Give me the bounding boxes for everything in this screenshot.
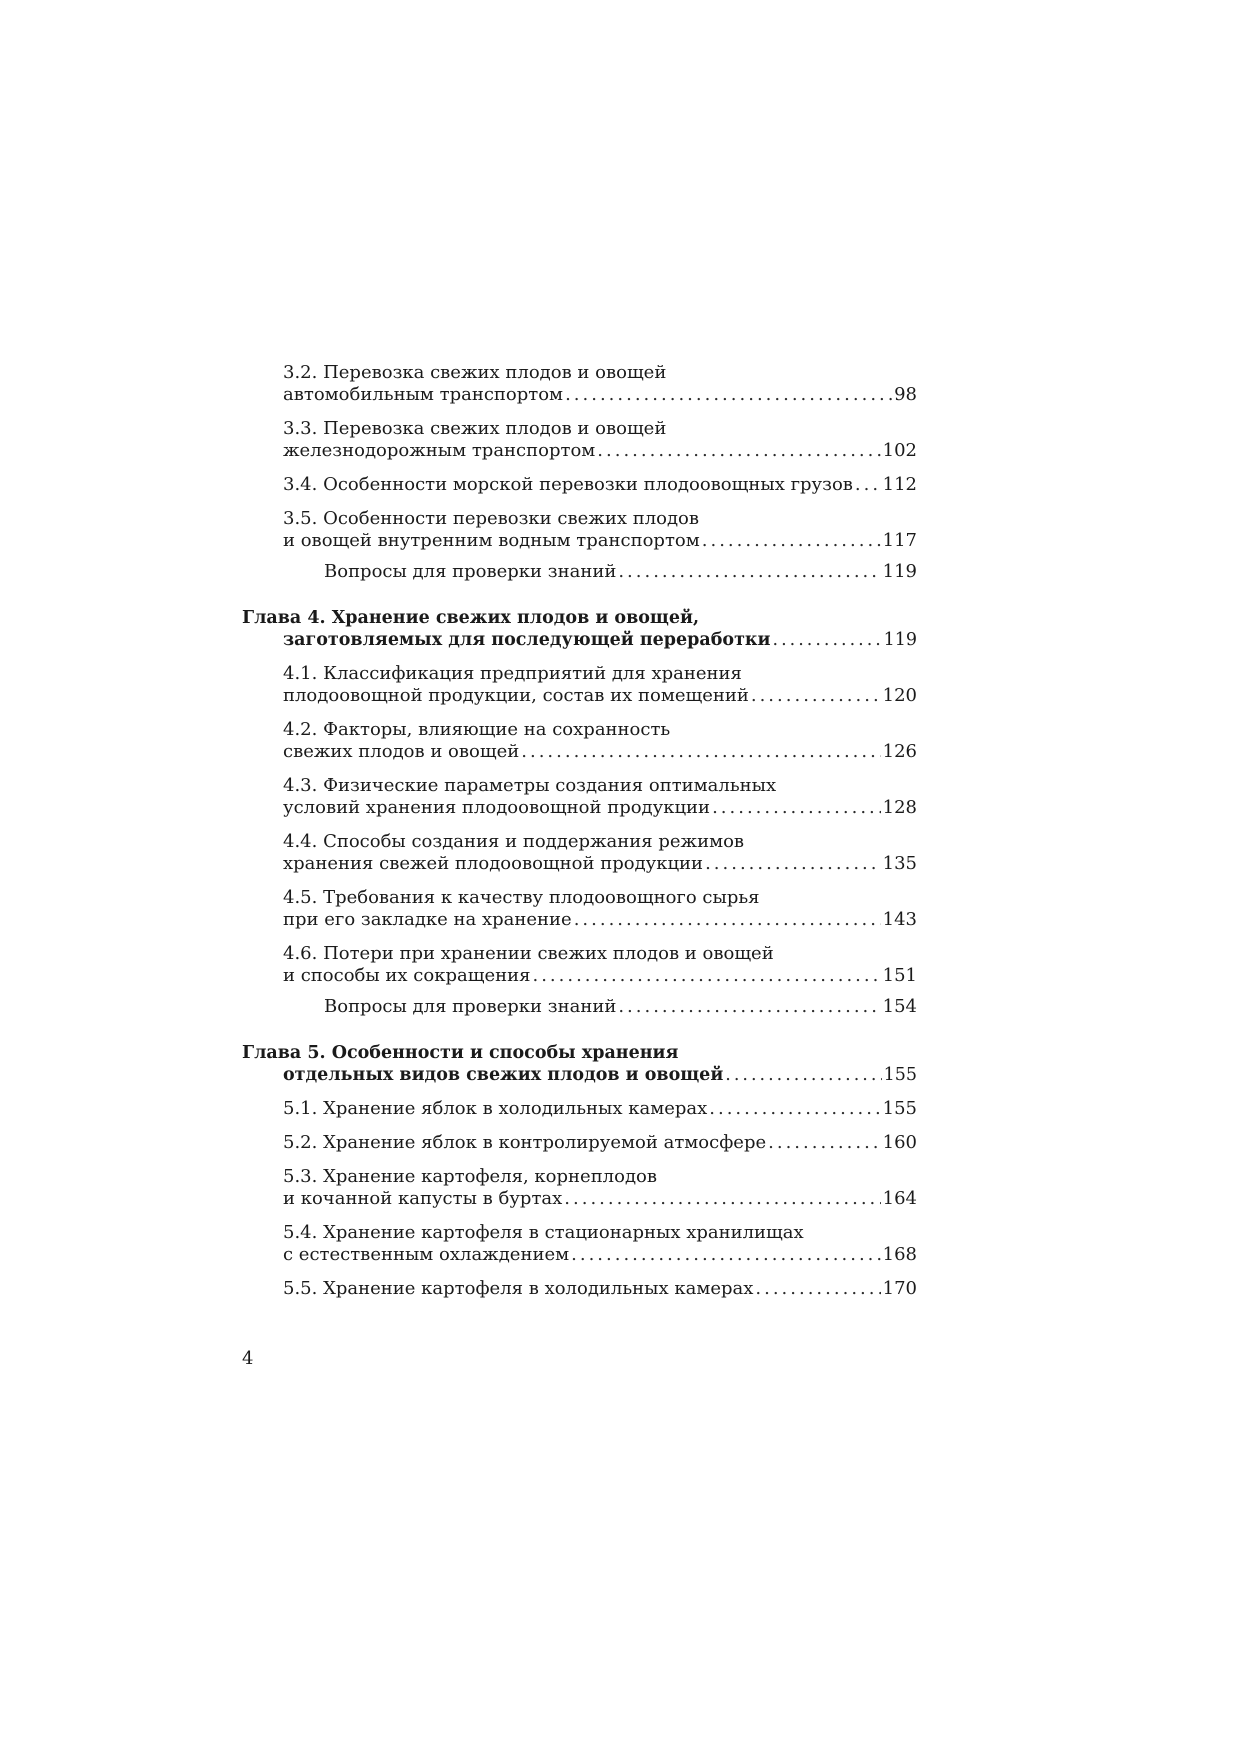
toc-entry-questions-3 [242,561,917,583]
toc-entry-text: 5.2. Хранение яблок в контролируемой атмосфере [283,1132,767,1153]
toc-entry-5-5 [242,1278,917,1300]
page-ref: 117 [882,530,917,551]
toc-entry-text: с естественным охлаждением [283,1244,570,1265]
toc-entry-text: 3.5. Особенности перевозки свежих плодов [283,508,700,529]
toc-entry-questions-4 [242,996,917,1018]
toc-entry-text: условий хранения плодоовощной продукции [283,797,711,818]
page-ref: 160 [882,1132,917,1153]
leader-dots [618,561,880,583]
leader-dots [751,685,881,707]
toc-entry-text: 4.6. Потери при хранении свежих плодов и овощей [283,943,774,964]
leader-dots [565,384,892,406]
toc-entry-4-6 [242,943,917,987]
leader-dots [597,440,880,462]
toc-entry-text: автомобильным транспортом [283,384,564,405]
page-ref: 155 [882,1098,917,1119]
toc-entry-text: 3.4. Особенности морской перевозки плодоовощных грузов [283,474,853,495]
page-ref: 128 [882,797,917,818]
leader-dots [712,797,881,819]
toc-entry-3-2 [242,362,917,406]
toc-entry-text: 3.2. Перевозка свежих плодов и овощей [283,362,667,383]
page-ref: 151 [882,965,917,986]
toc-entry-4-4 [242,831,917,875]
leader-dots [755,1278,880,1300]
toc-entry-text: Вопросы для проверки знаний [324,996,617,1017]
leader-dots [702,530,881,552]
toc-entry-4-3 [242,775,917,819]
toc-entry-text: 4.1. Классификация предприятий для хранения [283,663,742,684]
page-ref: 154 [882,996,917,1017]
leader-dots [773,629,882,651]
toc-chapter-title: Глава 5. Особенности и способы хранения [242,1043,679,1063]
toc-entry-3-5 [242,508,917,552]
page-ref: 98 [894,384,917,405]
toc-entry-text: 5.5. Хранение картофеля в холодильных камерах [283,1278,754,1299]
page-number: 4 [242,1348,254,1369]
toc-entry-text: 5.1. Хранение яблок в холодильных камерах [283,1098,708,1119]
toc-entry-text: 4.2. Факторы, влияющие на сохранность [283,719,671,740]
toc-entry-3-4 [242,474,917,496]
toc-entry-3-3 [242,418,917,462]
leader-dots [574,909,881,931]
page-ref: 119 [882,561,917,582]
toc-entry-text: Вопросы для проверки знаний [324,561,617,582]
page-ref: 119 [883,630,917,650]
page-ref: 112 [882,474,917,495]
page-ref: 120 [882,685,917,706]
toc-entry-text: хранения свежей плодоовощной продукции [283,853,704,874]
toc-chapter-4 [242,607,917,651]
leader-dots [705,853,881,875]
page-ref: 170 [882,1278,917,1299]
toc-entry-4-1 [242,663,917,707]
toc-chapter-5 [242,1042,917,1086]
leader-dots [532,965,880,987]
toc-entry-text: 3.3. Перевозка свежих плодов и овощей [283,418,667,439]
leader-dots [768,1132,881,1154]
toc-entry-text: 4.3. Физические параметры создания оптимальных [283,775,777,796]
page-ref: 164 [882,1188,917,1209]
toc-entry-5-3 [242,1166,917,1210]
toc-entry-text: 4.5. Требования к качеству плодоовощного сырья [283,887,760,908]
toc-entry-text: 4.4. Способы создания и поддержания режимов [283,831,745,852]
toc-entry-5-4 [242,1222,917,1266]
toc-entry-text: и кочанной капусты в буртах [283,1188,563,1209]
page-ref: 135 [882,853,917,874]
toc-entry-text: свежих плодов и овощей [283,741,520,762]
page-ref: 168 [882,1244,917,1265]
page-ref: 102 [882,440,917,461]
leader-dots [709,1098,880,1120]
leader-dots [571,1244,881,1266]
toc-entry-4-2 [242,719,917,763]
toc-entry-text: плодоовощной продукции, состав их помещений [283,685,749,706]
toc-entry-text: 5.4. Хранение картофеля в стационарных хранилищах [283,1222,804,1243]
toc-chapter-title: заготовляемых для последующей переработки [283,630,771,650]
leader-dots [618,996,880,1018]
toc-entry-text: при его закладке на хранение [283,909,572,930]
leader-dots [725,1064,881,1086]
toc-chapter-title: отдельных видов свежих плодов и овощей [283,1065,724,1085]
toc-entry-text: железнодорожным транспортом [283,440,596,461]
table-of-contents [242,362,917,1300]
leader-dots [855,474,881,496]
toc-chapter-title: Глава 4. Хранение свежих плодов и овощей, [242,608,700,628]
leader-dots [564,1188,880,1210]
toc-entry-5-2 [242,1132,917,1154]
toc-entry-text: 5.3. Хранение картофеля, корнеплодов [283,1166,658,1187]
leader-dots [521,741,880,763]
toc-entry-text: и овощей внутренним водным транспортом [283,530,700,551]
toc-entry-5-1 [242,1098,917,1120]
toc-entry-4-5 [242,887,917,931]
toc-entry-text: и способы их сокращения [283,965,531,986]
page-ref: 155 [883,1065,917,1085]
page-ref: 126 [882,741,917,762]
page-ref: 143 [882,909,917,930]
